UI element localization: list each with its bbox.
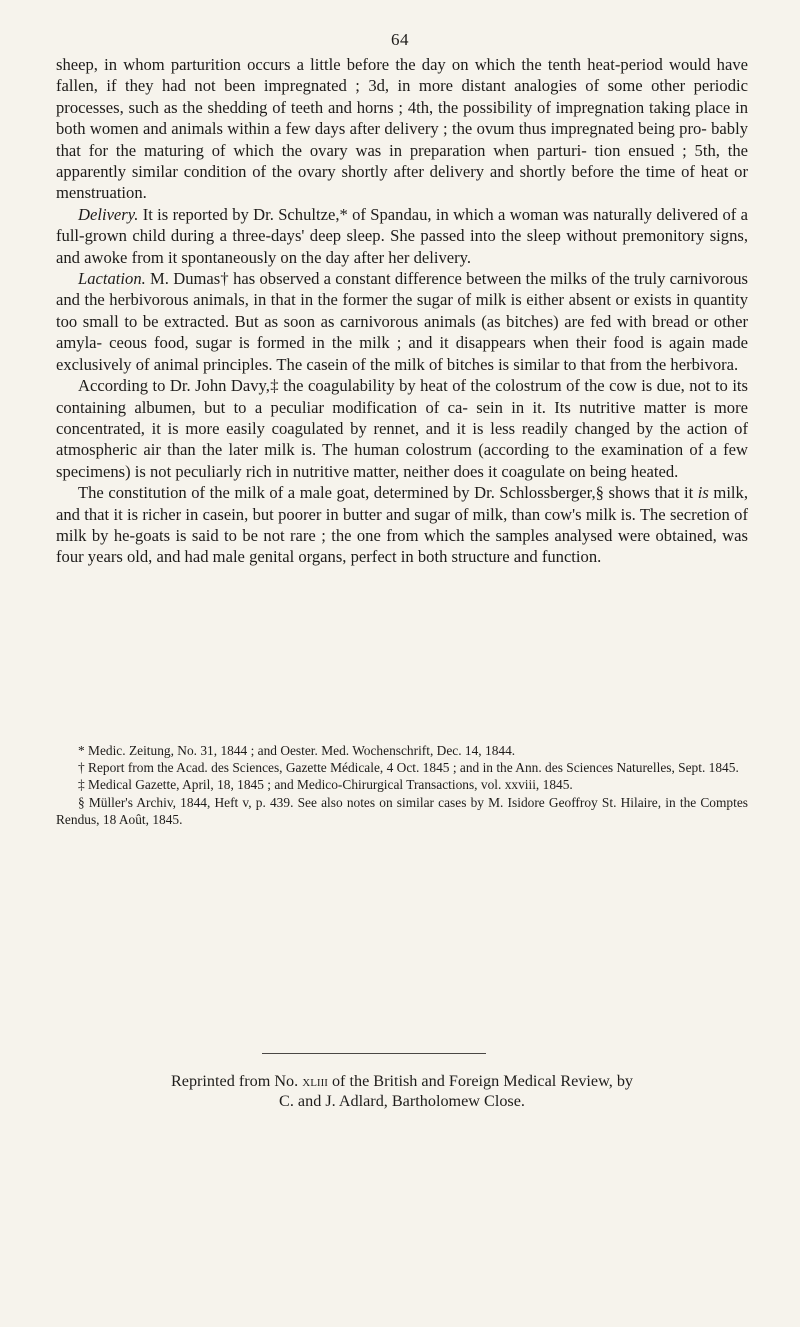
emphasis-is: is [697, 483, 709, 503]
paragraph-goat-milk-part-a: The constitution of the milk of a male goat, determined by Dr. Schlossberger,§ shows that it [78, 483, 698, 503]
imprint-line-1-a: Reprinted from No. [170, 1072, 303, 1090]
imprint-line-1 [56, 1071, 748, 1091]
section-lead-delivery: Delivery. [78, 204, 139, 224]
footnote-3: ‡ Medical Gazette, April, 18, 1845 ; and Medico-Chirurgical Transactions, vol. xxviii, 1845. [78, 777, 573, 793]
footnotes [56, 742, 748, 828]
imprint-line-2: C. and J. Adlard, Bartholomew Close. [279, 1092, 525, 1110]
footnote-2: † Report from the Acad. des Sciences, Gazette Médicale, 4 Oct. 1845 ; and in the Ann. des Sciences Naturelles, Sept. 1845. [78, 760, 739, 776]
imprint-issue-number: xliii [302, 1072, 328, 1090]
footnote-1: * Medic. Zeitung, No. 31, 1844 ; and Oester. Med. Wochenschrift, Dec. 14, 1844. [78, 743, 516, 758]
paragraph-lactation-body: M. Dumas† has observed a constant difference between the milks of the truly carnivorous and the herbivorous animals, in that in the former the sugar of milk is either absent or exists in quantity too small to be extracted. But as soon as carnivorous animals (as bitches) are fed with bread or other amyla- ceous food, sugar is formed in the milk ; and it disappears when their food is again made exclusively of animal principles. The casein of the milk of bitches is similar to that from the herbivora. [56, 269, 748, 374]
divider-rule [262, 1053, 486, 1054]
paragraph-continuation: sheep, in whom parturition occurs a little before the day on which the tenth heat-period would have fallen, if they had not been impregnated ; 3d, in more distant analogies of some other periodic processes, such as the shedding of teeth and horns ; 4th, the possibility of impregnation taking place in both women and animals within a few days after delivery ; the ovum thus impregnated being pro- bably that for the maturing of which the ovary was in preparation when parturi- tion ensued ; 5th, the apparently similar condition of the ovary shortly after delivery and shortly before the time of heat or menstruation. [56, 55, 748, 203]
paragraph-lactation [56, 268, 748, 375]
imprint-line-1-b: of the British and Foreign Medical Review, by [327, 1072, 634, 1090]
paragraph-colostrum: According to Dr. John Davy,‡ the coagulability by heat of the colostrum of the cow is due, not to its containing albumen, but to a peculiar modification of ca- sein in it. Its nutritive matter is more concentrated, it is more easily coagulated by rennet, and it is less readily changed by the action of atmospheric air than the later milk is. The human colostrum (according to the examination of a few specimens) is not peculiarly rich in nutritive matter, neither does it coagulate on being heated. [56, 376, 748, 481]
footnote-4: § Müller's Archiv, 1844, Heft v, p. 439. See also notes on similar cases by M. Isidore Geoffroy St. Hilaire, in the Comptes Rendus, 18 Août, 1845. [56, 794, 748, 827]
page-number: 64 [391, 30, 409, 49]
imprint [56, 1071, 748, 1111]
section-lead-lactation: Lactation. [78, 269, 146, 289]
paragraph-goat-milk-part-b: milk, and that it is richer in casein, but poorer in butter and sugar of milk, than cow's milk is. The secretion of milk by he-goats is said to be not rare ; the one from which the samples analysed were obtained, was four years old, and had male genital organs, perfect in both structure and function. [56, 483, 748, 567]
paragraph-delivery-body: It is reported by Dr. Schultze,* of Spandau, in which a woman was naturally delivered of a full-grown child during a three-days' deep sleep. She passed into the sleep without premonitory signs, and awoke from it spontaneously on the day after her delivery. [56, 204, 748, 267]
paragraph-goat-milk [56, 482, 748, 568]
main-text [56, 54, 748, 568]
paragraph-delivery [56, 204, 748, 268]
